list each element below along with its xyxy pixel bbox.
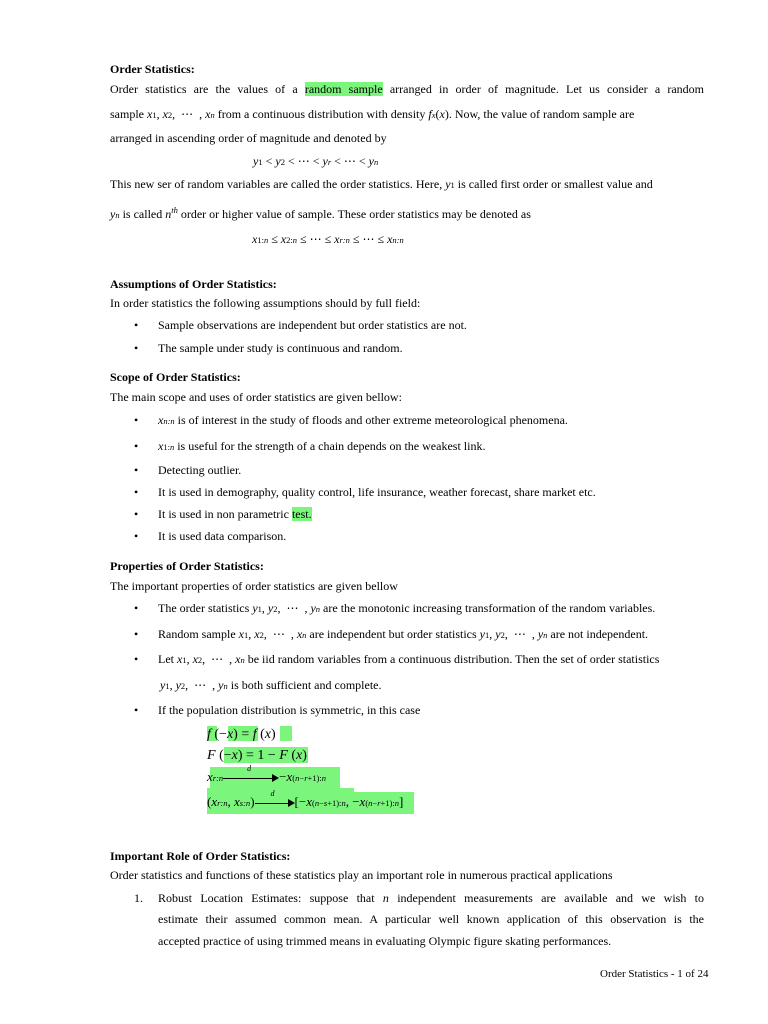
intro-line-5: yn is called $n^{th}$ order or higher value of sample. These order statistics may be denoted as: [110, 205, 531, 221]
intro-line-4: This new ser of random variables are called the order statistics. Here, y1 is called first order or smallest value and: [110, 177, 653, 191]
page-footer: Order Statistics - 1 of 24: [600, 968, 709, 980]
assumptions-intro: In order statistics the following assumptions should by full field:: [110, 296, 421, 310]
properties-intro: The important properties of order statistics are given bellow: [110, 579, 398, 593]
equation-cdf-symmetry: F (−x) = 1 − F (x): [207, 748, 307, 763]
highlight-test: test.: [291, 507, 312, 521]
equation-ascending-order: y1 < y2 < ⋯ < yr < ⋯ < yn: [253, 154, 379, 168]
heading-scope: Scope of Order Statistics:: [110, 370, 241, 384]
heading-order-statistics: Order Statistics:: [110, 62, 195, 76]
intro-line-2: sample x1, x2, ⋯ , xn from a continuous distribution with density fx(x). Now, the value of random sample are: [110, 107, 635, 121]
intro-line-3: arranged in ascending order of magnitude and denoted by: [110, 131, 387, 145]
highlight-random-sample: random sample: [304, 82, 383, 96]
intro-line-1: Order statistics are the values of a random sample arranged in order of magnitude. Let us consider a random: [110, 82, 704, 96]
equation-distribution-2: (xr:n, xs:n) d [−x(n−s+1):n, −x(n−r+1):n]: [207, 789, 404, 809]
equation-pdf-symmetry: f (−x) = f (x): [207, 727, 276, 742]
role-intro: Order statistics and functions of these statistics play an important role in numerous practical applications: [110, 868, 613, 882]
equation-order-notation: x1:n ≤ x2:n ≤ ⋯ ≤ xr:n ≤ ⋯ ≤ xn:n: [252, 232, 404, 246]
heading-properties: Properties of Order Statistics:: [110, 559, 264, 573]
heading-assumptions: Assumptions of Order Statistics:: [110, 277, 277, 291]
equation-distribution-1: xr:n d −x(n−r+1):n: [207, 764, 326, 784]
heading-important-role: Important Role of Order Statistics:: [110, 849, 291, 863]
scope-intro: The main scope and uses of order statistics are given bellow:: [110, 390, 402, 404]
eq-highlight: [280, 726, 292, 741]
